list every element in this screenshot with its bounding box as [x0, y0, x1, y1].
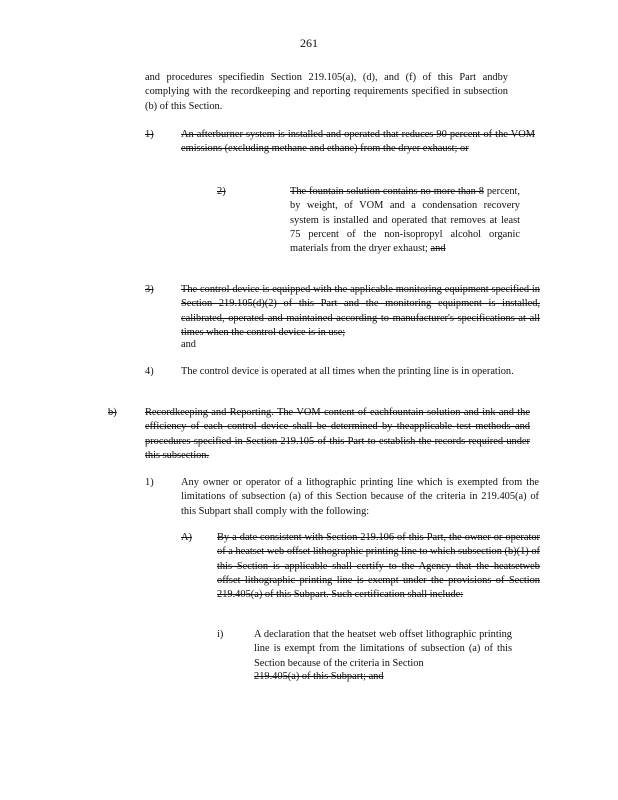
item-2-block	[290, 185, 520, 256]
item-2-tail: and	[430, 243, 446, 255]
item-4-text: The control device is operated at all times when the printing line is in operation.	[181, 366, 514, 377]
b-item-1-text: Any owner or operator of a lithographic printing line which is exempted from the limitations of subsection (a) of this Section because of the criteria in 219.405(a) of this Subpart shall comply with the following:	[181, 477, 539, 517]
b-item-i-text: A declaration that the heatset web offset lithographic printing line is exempt from the limitations of subsection (a) of this Section because of the criteria in Section	[254, 629, 512, 669]
b-item-i-label: i)	[217, 629, 224, 640]
item-3-tail: and	[181, 339, 197, 350]
intro-paragraph: and procedures specifiedin Section 219.105(a), (d), and (f) of this Part andby complying with the recordkeeping and reporting requirements specified in subsection (b) of this Section.	[145, 72, 508, 112]
b-item-i-tail: 219.405(a) of this Subpart; and	[254, 671, 384, 682]
item-4-label: 4)	[145, 366, 154, 377]
item-3-text: The control device is equipped with the applicable monitoring equipment specified in Section 219.105(d)(2) of this Part and the monitoring equipment is installed, calibrated, operated and maintained according to manufacturer's specifications at all times when the control device is in use;	[181, 284, 540, 338]
page-number: 261	[300, 36, 318, 50]
item-2-text: percent, by weight, of VOM and a condensation recovery system is installed and operated that removes at least 75 percent of the non-isopropyl alcohol organic materials from the dryer exhaust; and	[290, 186, 520, 255]
section-b-label: b)	[108, 407, 117, 418]
item-3-label: 3)	[145, 284, 154, 295]
b-item-1-label: 1)	[145, 477, 154, 488]
item-2-first-words: The fountain solution contains no more than 8	[290, 186, 484, 197]
item-1-label: 1)	[145, 129, 154, 140]
item-2-label: 2)	[217, 186, 226, 197]
section-b-text: Recordkeeping and Reporting. The VOM content of eachfountain solution and ink and the efficiency of each control device shall be determined by theapplicable test methods and procedures specified in Section 219.105 of this Part to establish the records required under this subsection.	[145, 407, 530, 461]
item-1-text: An afterburner system is installed and operated that reduces 90 percent of the VOM emissions (excluding methane and ethane) from the dryer exhaust; or	[181, 129, 535, 155]
b-item-A-label: A)	[181, 532, 192, 543]
b-item-A-text: By a date consistent with Section 219.106 of this Part, the owner or operator of a heatset web offset lithographic printing line to which subsection (b)(1) of this Section is applicable shall certify to the Agency that the heatsetweb offset lithographic printing line is exempt under the provisions of Section 219.405(a) of this Subpart. Such certification shall include:	[217, 532, 540, 601]
